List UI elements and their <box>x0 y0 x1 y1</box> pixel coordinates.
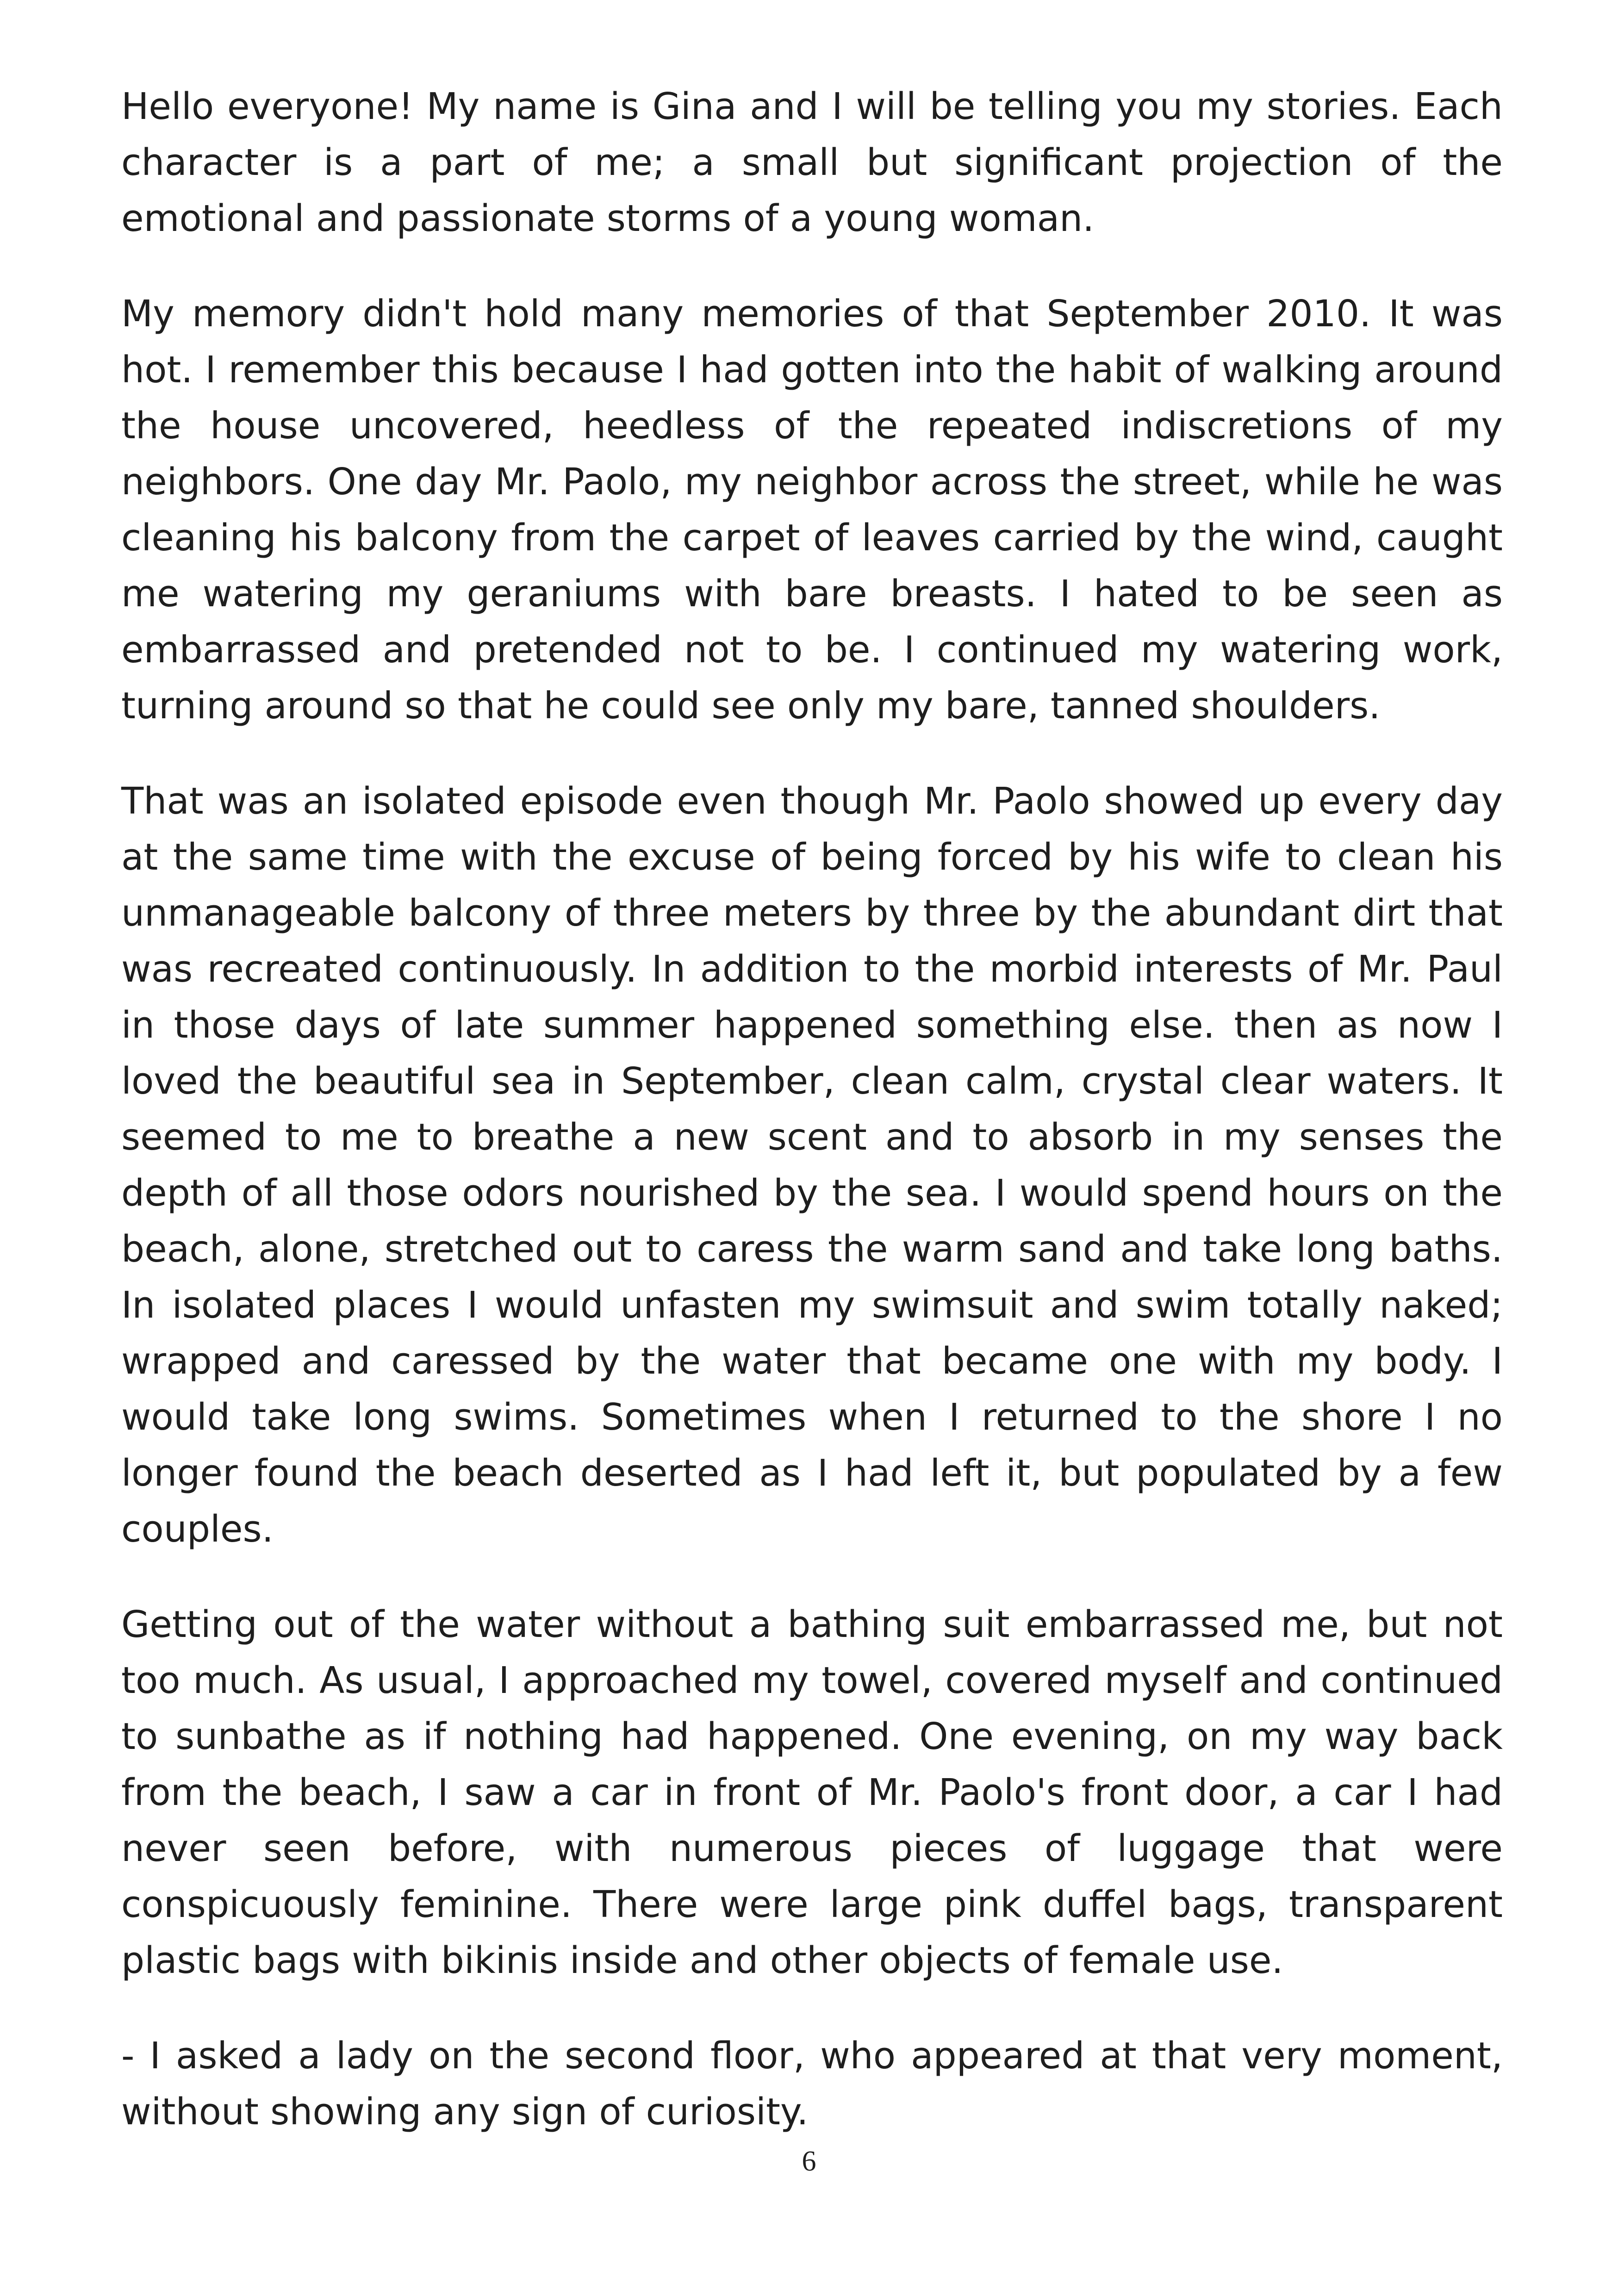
paragraph-2: My memory didn't hold many memories of that September 2010. It was hot. I remember this because I had gotten into the habit of walking around the house uncovered, heedless of the repeated indiscretions of my neighbors. One day Mr. Paolo, my neighbor across the street, while he was cleaning his balcony from the carpet of leaves carried by the wind, caught me watering my geraniums with bare breasts. I hated to be seen as embarrassed and pretended not to be. I continued my watering work, turning around so that he could see only my bare, tanned shoulders. <box>121 292 1503 727</box>
paragraph-1: Hello everyone! My name is Gina and I will be telling you my stories. Each character is a part of me; a small but significant projection of the emotional and passionate storms of a young woman. <box>121 85 1503 240</box>
paragraph-4: Getting out of the water without a bathing suit embarrassed me, but not too much. As usual, I approached my towel, covered myself and continued to sunbathe as if nothing had happened. One evening, on my way back from the beach, I saw a car in front of Mr. Paolo's front door, a car I had never seen before, with numerous pieces of luggage that were conspicuously feminine. There were large pink duffel bags, transparent plastic bags with bikinis inside and other objects of female use. <box>121 1603 1503 1982</box>
page-number: 6 <box>802 2146 816 2177</box>
body-text <box>121 79 1503 2179</box>
paragraph-5: - I asked a lady on the second floor, who appeared at that very moment, without showing any sign of curiosity. <box>121 2035 1503 2133</box>
paragraph-3: That was an isolated episode even though Mr. Paolo showed up every day at the same time with the excuse of being forced by his wife to clean his unmanageable balcony of three meters by three by the abundant dirt that was recreated continuously. In addition to the morbid interests of Mr. Paul in those days of late summer happened something else. then as now I loved the beautiful sea in September, clean calm, crystal clear waters. It seemed to me to breathe a new scent and to absorb in my senses the depth of all those odors nourished by the sea. I would spend hours on the beach, alone, stretched out to caress the warm sand and take long baths. In isolated places I would unfasten my swimsuit and swim totally naked; wrapped and caressed by the water that became one with my body. I would take long swims. Sometimes when I returned to the shore I no longer found the beach deserted as I had left it, but populated by a few couples. <box>121 780 1503 1550</box>
